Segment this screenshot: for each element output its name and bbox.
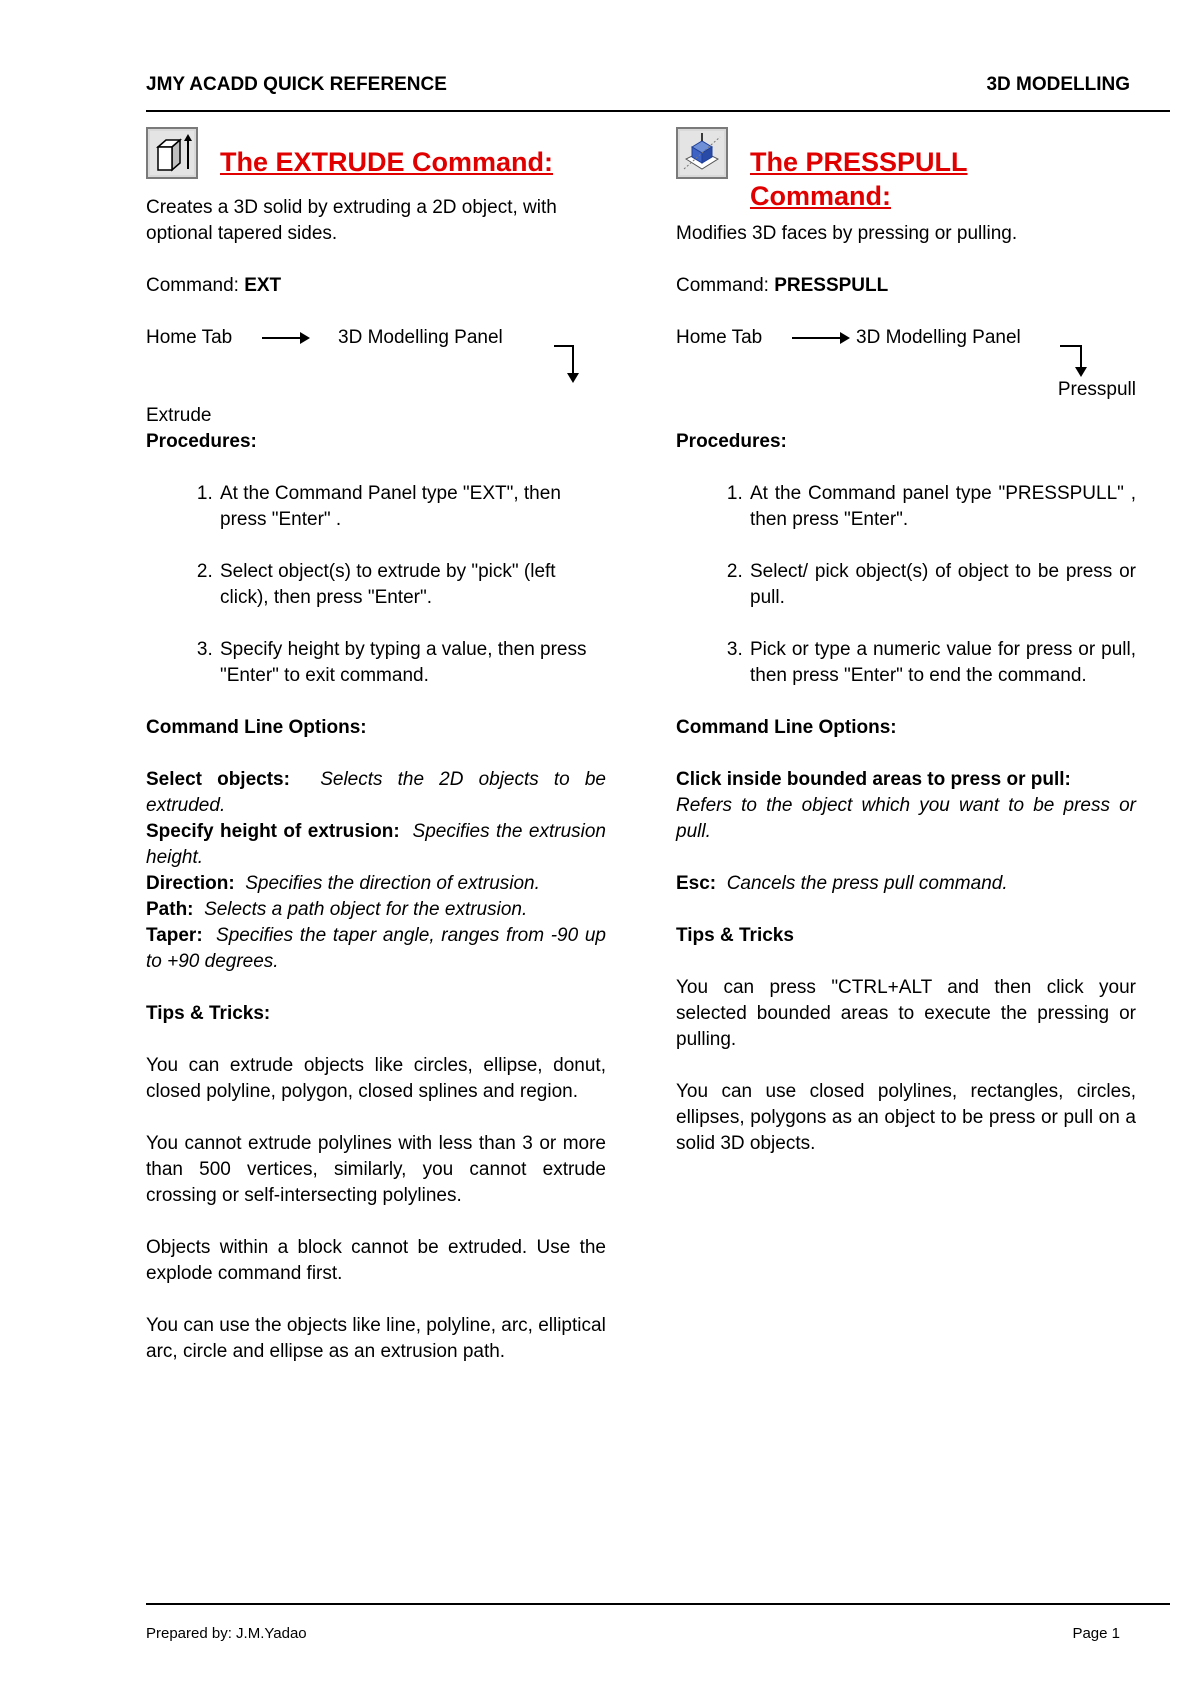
procedure-step: 3. Specify height by typing a value, then press "Enter" to exit command. <box>218 637 606 689</box>
tip-paragraph: You cannot extrude polylines with less than 3 or more than 500 vertices, similarly, you cannot extrude crossing or self-intersecting polylines. <box>146 1133 606 1206</box>
extrude-description: Creates a 3D solid by extruding a 2D object, with optional tapered sides. <box>146 197 557 244</box>
extrude-command <box>146 273 606 299</box>
option-desc: Cancels the press pull command. <box>726 873 1008 894</box>
page-header <box>146 70 1170 112</box>
page-number: Page 1 <box>1072 1625 1120 1642</box>
option-desc: Refers to the object which you want to be press or pull. <box>676 795 1136 842</box>
command-label: Command: <box>676 275 769 296</box>
extrude-icon <box>146 127 198 179</box>
page-footer <box>146 1603 1170 1645</box>
header-title: JMY ACADD QUICK REFERENCE <box>146 74 447 95</box>
option-term: Select objects: <box>146 769 290 790</box>
right-arrow-icon <box>792 337 848 339</box>
option-term: Taper: <box>146 925 203 946</box>
extrude-column <box>146 125 606 1391</box>
tips-heading: Tips & Tricks: <box>146 1003 271 1024</box>
option-item <box>146 767 606 819</box>
procedure-step: 2. Select/ pick object(s) of object to be press or pull. <box>748 559 1136 611</box>
presspull-column <box>676 125 1136 1183</box>
presspull-title: The PRESSPULL Command: <box>750 147 968 211</box>
option-term: Specify height of extrusion: <box>146 821 400 842</box>
option-item <box>146 897 606 923</box>
procedures-heading: Procedures: <box>676 431 787 452</box>
procedure-list <box>146 481 606 689</box>
down-arrow-icon <box>554 345 574 385</box>
option-term: Click inside bounded areas to press or pull: <box>676 769 1071 790</box>
tip-paragraph: You can press "CTRL+ALT and then click your selected bounded areas to execute the pressing or pulling. <box>676 977 1136 1050</box>
procedure-step: 3. Pick or type a numeric value for press or pull, then press "Enter" to end the command. <box>748 637 1136 689</box>
extrude-nav-path <box>146 325 606 351</box>
options-list <box>676 767 1136 845</box>
procedure-step: 1. At the Command panel type "PRESSPULL" , then press "Enter". <box>748 481 1136 533</box>
nav-tab: Home Tab <box>146 327 233 348</box>
command-value: PRESSPULL <box>774 275 889 296</box>
down-arrow-icon <box>1060 345 1082 381</box>
right-arrow-icon <box>262 337 308 339</box>
presspull-icon <box>676 127 728 179</box>
option-desc: Specifies the extrusion height. <box>146 821 606 868</box>
option-item <box>146 871 606 897</box>
option-item <box>676 871 1136 897</box>
option-desc: Selects the 2D objects to be extruded. <box>146 769 606 816</box>
nav-item: Presspull <box>1057 379 1136 400</box>
tip-paragraph: You can use closed polylines, rectangles, circles, ellipses, polygons as an object to be press or pull on a solid 3D objects. <box>676 1081 1136 1154</box>
tips-heading: Tips & Tricks <box>676 925 794 946</box>
nav-panel: 3D Modelling Panel <box>338 327 503 348</box>
extrude-title-row <box>146 125 606 195</box>
tip-paragraph: You can extrude objects like circles, ellipse, donut, closed polyline, polygon, closed splines and region. <box>146 1055 606 1102</box>
option-desc: Selects a path object for the extrusion. <box>204 899 528 920</box>
footer-author: Prepared by: J.M.Yadao <box>146 1625 307 1642</box>
command-label: Command: <box>146 275 239 296</box>
procedure-step: 2. Select object(s) to extrude by "pick" (left click), then press "Enter". <box>218 559 606 611</box>
option-item <box>146 923 606 975</box>
tip-paragraph: You can use the objects like line, polyline, arc, elliptical arc, circle and ellipse as an extrusion path. <box>146 1315 606 1362</box>
presspull-description: Modifies 3D faces by pressing or pulling. <box>676 223 1018 244</box>
presspull-nav-path <box>676 325 1136 351</box>
option-term: Esc: <box>676 873 717 894</box>
options-list <box>146 767 606 975</box>
option-desc: Specifies the taper angle, ranges from -90 up to +90 degrees. <box>146 925 606 972</box>
header-section: 3D MODELLING <box>986 74 1130 95</box>
presspull-command <box>676 273 1136 299</box>
options-heading: Command Line Options: <box>676 717 897 738</box>
tip-paragraph: Objects within a block cannot be extruded. Use the explode command first. <box>146 1237 606 1284</box>
option-term: Direction: <box>146 873 235 894</box>
nav-tab: Home Tab <box>676 327 763 348</box>
presspull-title-row <box>676 125 1136 221</box>
nav-item: Extrude <box>146 405 212 426</box>
options-heading: Command Line Options: <box>146 717 367 738</box>
option-item <box>146 819 606 871</box>
procedures-heading: Procedures: <box>146 431 257 452</box>
extrude-title: The EXTRUDE Command: <box>220 147 554 177</box>
command-value: EXT <box>244 275 282 296</box>
nav-panel: 3D Modelling Panel <box>856 327 1021 348</box>
option-term: Path: <box>146 899 194 920</box>
procedure-step: 1. At the Command Panel type "EXT", then press "Enter" . <box>218 481 606 533</box>
procedure-list <box>676 481 1136 689</box>
option-desc: Specifies the direction of extrusion. <box>245 873 540 894</box>
